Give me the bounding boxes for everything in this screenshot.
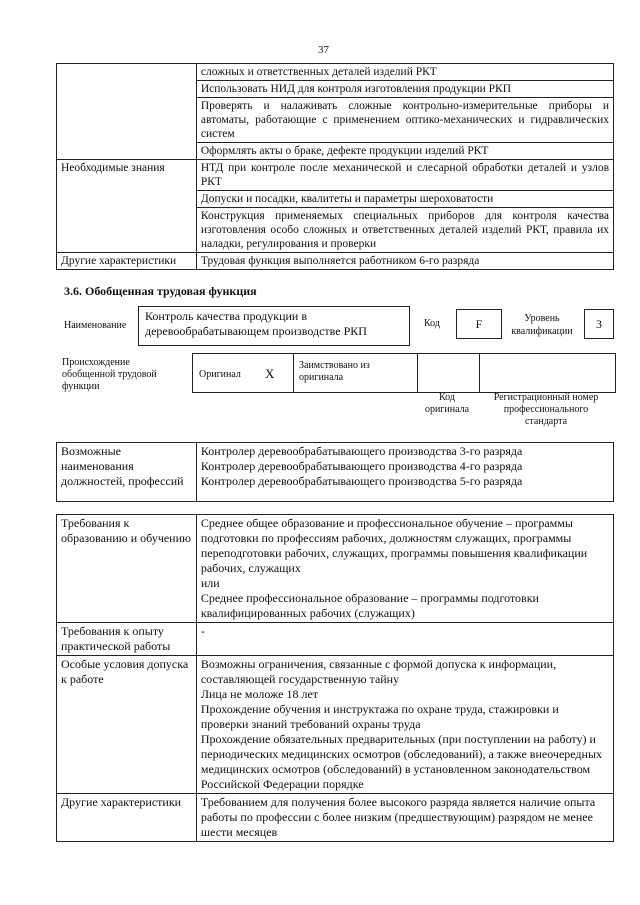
table-row (57, 623, 614, 656)
top-table (56, 63, 614, 270)
table-cell: Оформлять акты о браке, дефекте продукции изделий РКТ (196, 143, 613, 160)
origin-label: Происхождение обобщенной трудовой функции (62, 357, 157, 392)
name-value: Контроль качества продукции в деревообрабатывающем производстве РКП (145, 309, 367, 338)
row-label-experience: Требования к опыту практической работы (57, 623, 197, 656)
name-box (138, 306, 410, 346)
requirement-text: Прохождение обучения и инструктажа по охране труда, стажировки и проверки знаний требований охраны труда (200, 702, 559, 731)
requirements-table (56, 514, 614, 842)
requirement-text: Возможны ограничения, связанные с формой допуска к информации, составляющей государственную тайну (200, 657, 557, 686)
level-value: 3 (584, 309, 614, 339)
table-cell: Конструкция применяемых специальных приборов для контроля качества изготовления особо сложных и ответственных деталей изделий РКТ, правила их наладки, регулирования и проверки (196, 208, 613, 253)
row-label-education: Требования к образованию и обучению (57, 515, 197, 623)
requirement-text: Лица не моложе 18 лет (200, 687, 319, 701)
positions-label: Возможные наименования должностей, профессий (57, 443, 197, 502)
section-title: 3.6. Обобщенная трудовая функция (64, 284, 257, 298)
table-row (57, 253, 614, 270)
table-row (57, 160, 614, 191)
original-mark: X (265, 366, 275, 381)
origin-table (192, 353, 616, 393)
requirement-text: или (200, 576, 220, 590)
original-label: Оригинал (199, 369, 241, 380)
table-cell: НТД при контроле после механической и слесарной обработки деталей и узлов РКТ (196, 160, 613, 191)
page-number: 37 (318, 44, 329, 56)
table-cell: сложных и ответственных деталей изделий РКТ (196, 64, 613, 81)
row-label-conditions: Особые условия допуска к работе (57, 656, 197, 794)
requirement-text: Среднее общее образование и профессиональное обучение – программы подготовки по профессиям рабочих, должностям служащих, программы переподготовки рабочих, служащих, программы повышения квалификации рабочих, служащих (200, 516, 588, 575)
code-label: Код (424, 318, 440, 329)
row-label-other-characteristics: Другие характеристики (57, 794, 197, 842)
table-cell: Допуски и посадки, квалитеты и параметры шероховатости (196, 191, 613, 208)
row-label-other: Другие характеристики (57, 253, 197, 270)
code-original-label: Код оригинала (424, 392, 470, 415)
requirement-text: Прохождение обязательных предварительных (при поступлении на работу) и периодических медицинских осмотров (обследований), а также внеочередных медицинских осмотров (обследований) в установленном законодательством Российской Федерации порядке (200, 732, 603, 791)
code-value: F (456, 309, 502, 339)
requirement-text: Требованием для получения более высокого разряда является наличие опыта работы по профессии с более низким (предшествующим) разрядом не менее шести месяцев (196, 794, 613, 842)
position-item: Контролер деревообрабатывающего производства 4-го разряда (200, 459, 523, 473)
row-label-knowledge: Необходимые знания (57, 160, 197, 253)
table-cell: Трудовая функция выполняется работником 6-го разряда (196, 253, 613, 270)
table-row (57, 443, 614, 502)
position-item: Контролер деревообрабатывающего производства 5-го разряда (200, 474, 523, 488)
table-row (57, 794, 614, 842)
table-row (57, 515, 614, 623)
position-item: Контролер деревообрабатывающего производства 3-го разряда (200, 444, 523, 458)
requirement-text: - (196, 623, 613, 656)
level-label: Уровень квалификации (511, 313, 573, 337)
borrowed-label: Заимствовано из оригинала (299, 360, 370, 383)
name-label: Наименование (64, 320, 127, 331)
table-cell: Проверять и налаживать сложные контрольно-измерительные приборы и автоматы, работающие с применением оптико-механических и гидравлических систем (196, 98, 613, 143)
table-row (57, 64, 614, 81)
table-cell: Использовать НИД для контроля изготовления продукции РКП (196, 81, 613, 98)
positions-table (56, 442, 614, 502)
reg-number-label: Регистрационный номер профессионального стандарта (493, 392, 599, 427)
table-row (57, 656, 614, 794)
requirement-text: Среднее профессиональное образование – программы подготовки квалифицированных рабочих (служащих) (200, 591, 539, 620)
